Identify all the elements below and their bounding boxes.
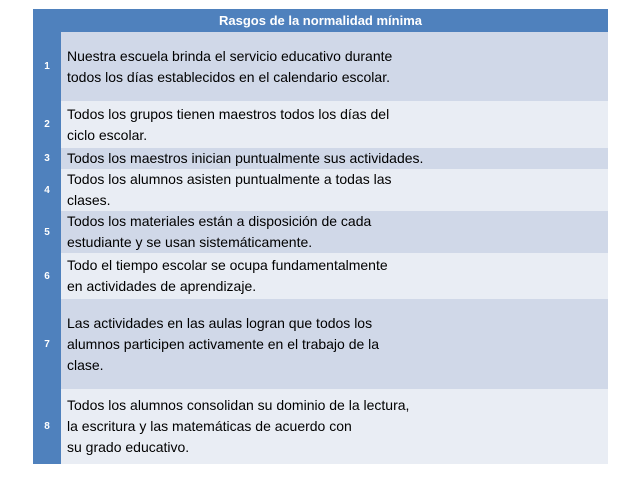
row-number: 2	[33, 101, 61, 148]
row-number: 4	[33, 169, 61, 211]
table-row	[33, 211, 608, 253]
row-number: 7	[33, 299, 61, 389]
row-number: 8	[33, 389, 61, 464]
table-row	[33, 169, 608, 211]
row-text: Las actividades en las aulas logran que todos los alumnos participen activamente en el trabajo de la clase.	[61, 299, 608, 389]
row-text: Todos los alumnos consolidan su dominio de la lectura, la escritura y las matemáticas de acuerdo con su grado educativo.	[61, 389, 608, 464]
row-number: 3	[33, 148, 61, 169]
row-text: Todos los alumnos asisten puntualmente a todas las clases.	[61, 169, 608, 211]
normalidad-table	[33, 9, 608, 464]
row-number: 1	[33, 32, 61, 101]
table-row	[33, 299, 608, 389]
table-row	[33, 389, 608, 464]
table-row	[33, 148, 608, 169]
row-text: Nuestra escuela brinda el servicio educativo durante todos los días establecidos en el calendario escolar.	[61, 32, 608, 101]
row-text: Todo el tiempo escolar se ocupa fundamentalmente en actividades de aprendizaje.	[61, 253, 608, 299]
table-row	[33, 32, 608, 101]
table-title: Rasgos de la normalidad mínima	[33, 9, 608, 32]
row-number: 6	[33, 253, 61, 299]
table-header-row	[33, 9, 608, 32]
table-row	[33, 253, 608, 299]
row-text: Todos los materiales están a disposición de cada estudiante y se usan sistemáticamente.	[61, 211, 608, 253]
table-row	[33, 101, 608, 148]
row-text: Todos los grupos tienen maestros todos los días del ciclo escolar.	[61, 101, 608, 148]
row-number: 5	[33, 211, 61, 253]
row-text: Todos los maestros inician puntualmente sus actividades.	[61, 148, 608, 169]
